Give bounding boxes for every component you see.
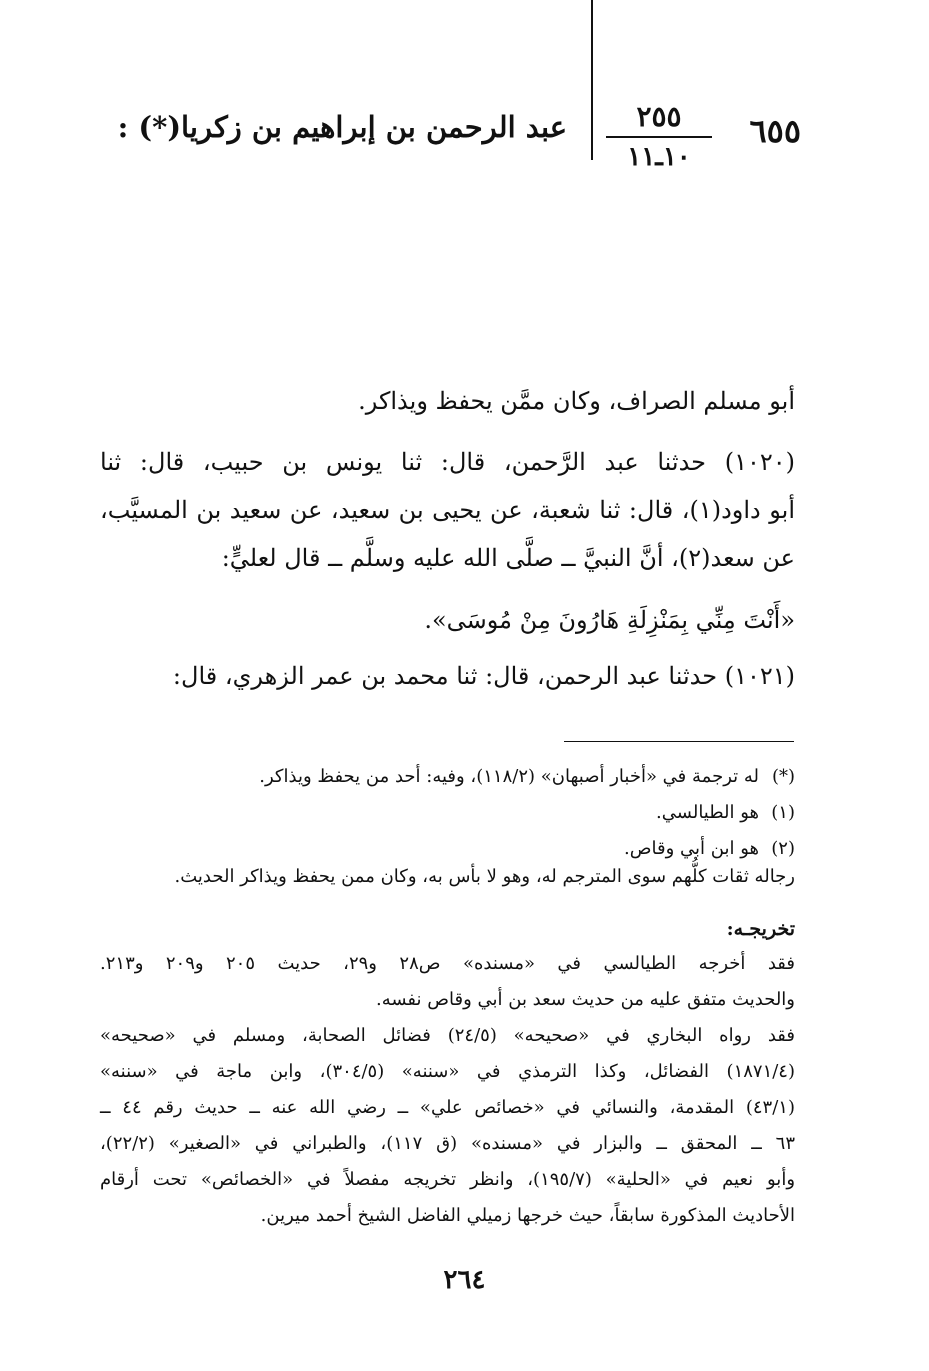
takhrij-line: (٤٣/١) المقدمة، والنسائي في «خصائص علي» ــ رضي الله عنه ــ حديث رقم ٤٤ ــ xyxy=(100,1097,795,1118)
footnote-text: هو الطيالسي. xyxy=(656,802,759,823)
takhrij-line: والحديث متفق عليه من حديث سعد بن أبي وقاص نفسه. xyxy=(375,989,795,1010)
footnote xyxy=(259,766,795,787)
footnote xyxy=(656,802,795,823)
entry-number: ٦٥٥ xyxy=(749,112,801,150)
footnote-marker: (١) xyxy=(771,802,795,823)
body-line: (١٠٢٠) حدثنا عبد الرَّحمن، قال: ثنا يونس بن حبيب، قال: ثنا xyxy=(100,448,795,476)
hadith-quote: «أَنْتَ مِنِّي بِمَنْزِلَةِ هَارُونَ مِنْ مُوسَى». xyxy=(424,606,795,634)
entry-title: عبد الرحمن بن إبراهيم بن زكريا(*) : xyxy=(117,110,567,144)
takhrij-line: (١٨٧١/٤) الفضائل، وكذا الترمذي في «سننه» (٣٠٤/٥)، وابن ماجة في «سننه» xyxy=(100,1061,795,1082)
takhrij-line: فقد أخرجه الطيالسي في «مسنده» ص٢٨ و٢٩، حديث ٢٠٥ و٢٠٩ و٢١٣. xyxy=(100,953,795,974)
footnote-text: له ترجمة في «أخبار أصبهان» (١١٨/٢)، وفيه: أحد من يحفظ ويذاكر. xyxy=(259,766,759,787)
body-line: (١٠٢١) حدثنا عبد الرحمن، قال: ثنا محمد بن عمر الزهري، قال: xyxy=(172,662,795,690)
footnote-text: هو ابن أبي وقاص. xyxy=(624,838,759,859)
rijal-note: رجاله ثقات كلُّهم سوى المترجم له، وهو لا بأس به، وكان ممن يحفظ ويذاكر الحديث. xyxy=(174,866,795,887)
header-divider xyxy=(591,0,593,160)
reference-fraction xyxy=(606,100,712,172)
footnote-divider xyxy=(564,741,794,742)
fraction-bar xyxy=(606,136,712,138)
takhrij-line: الأحاديث المذكورة سابقاً، حيث خرجها زميلي الفاضل الشيخ أحمد ميرين. xyxy=(260,1205,795,1226)
fraction-denominator: ١٠ـ١١ xyxy=(627,142,691,172)
takhrij-line: ٦٣ ــ المحقق ــ والبزار في «مسنده» (ق ١١٧)، والطبراني في «الصغير» (٢٢/٢)، xyxy=(100,1133,795,1154)
body-line: عن سعد(٢)، أنَّ النبيَّ ــ صلَّى الله عليه وسلَّم ــ قال لعليٍّ: xyxy=(221,544,795,572)
footnote xyxy=(624,838,795,859)
body-line: أبو مسلم الصراف، وكان ممَّن يحفظ ويذاكر. xyxy=(358,387,795,415)
takhrij-heading: تخريجـه: xyxy=(726,918,795,940)
body-line: أبو داود(١)، قال: ثنا شعبة، عن يحيى بن سعيد، عن سعيد بن المسيَّب، xyxy=(100,496,795,524)
fraction-numerator: ٢٥٥ xyxy=(636,100,682,133)
footnote-marker: (*) xyxy=(771,766,795,787)
takhrij-line: وأبو نعيم في «الحلية» (١٩٥/٧)، وانظر تخريجه مفصلاً في «الخصائص» تحت أرقام xyxy=(100,1169,796,1190)
takhrij-line: فقد رواه البخاري في «صحيحه» (٢٤/٥) فضائل الصحابة، ومسلم في «صحيحه» xyxy=(100,1025,795,1046)
page-number: ٢٦٤ xyxy=(443,1265,486,1295)
footnote-marker: (٢) xyxy=(771,838,795,859)
